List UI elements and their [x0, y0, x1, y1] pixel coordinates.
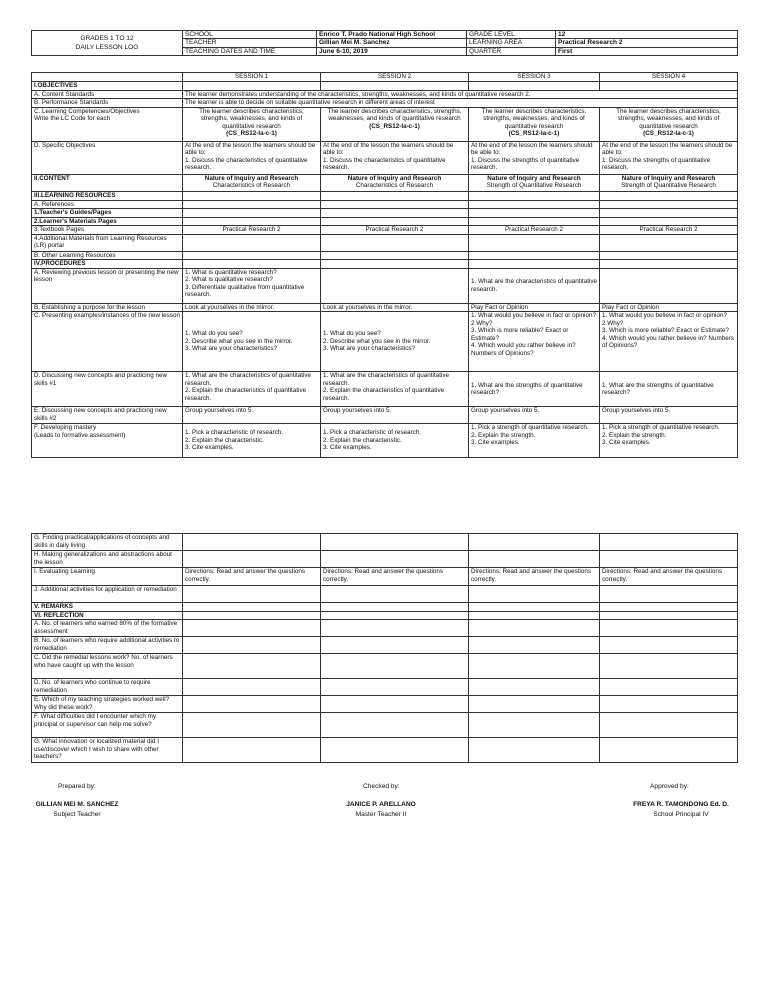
- approved-name: FREYA R. TAMONDONG Ed. D.: [633, 801, 729, 808]
- content-s2: Nature of Inquiry and Research Characteristics of Research: [321, 174, 469, 191]
- application-label: G. Finding practical/applications of concepts and skills in daily living: [32, 534, 183, 551]
- textbook-s2: Practical Research 2: [321, 226, 469, 235]
- area-label: LEARNING AREA: [467, 39, 556, 47]
- specific-objectives-label: D. Specific Objectives: [32, 141, 183, 174]
- teacher-label: TEACHER: [183, 39, 317, 47]
- content-s3: Nature of Inquiry and Research Strength of Quantitative Research: [469, 174, 600, 191]
- checked-role: Master Teacher II: [355, 811, 407, 819]
- examples-label: C. Presenting examples/instances of the new lesson: [32, 312, 183, 372]
- content-s1: Nature of Inquiry and Research Characteristics of Research: [183, 174, 321, 191]
- remarks-heading: V. REMARKS: [32, 603, 183, 612]
- competency-cell: The learner describes characteristics, strengths, weaknesses, and kinds of quantitative research (CS_RS12-Ia-c-1): [600, 107, 738, 141]
- reflection-d-label: D. No. of learners who continue to require remediation: [32, 679, 183, 696]
- reflection-b-label: B. No. of learners who require additional activities to remediation: [32, 637, 183, 654]
- references-label: A. References: [32, 200, 183, 209]
- header-table: [31, 30, 738, 56]
- textbook-s3: Practical Research 2: [469, 226, 600, 235]
- evaluating-s1: Directions: Read and answer the questions correctly.: [183, 568, 321, 586]
- checked-by: [363, 783, 400, 791]
- review-s1: 1. What is quantitative research? 2. What is qualitative research? 3. Differentiate qualitative from quantitative research.: [183, 268, 321, 303]
- discuss1-label: D. Discussing new concepts and practicing new skills #1: [32, 372, 183, 407]
- textbook-s1: Practical Research 2: [183, 226, 321, 235]
- school-value: Enrico T. Prado National High School: [317, 31, 467, 39]
- purpose-s1: Look at yourselves in the mirror.: [183, 303, 321, 312]
- quarter-label: QUARTER: [467, 47, 556, 55]
- examples-s3: 1. What would you believe in fact or opinion? 2 Why? 3. Which is more reliable? Exact or Estimate? 4. Which would you rather believe in? Numbers of Opinions?: [469, 312, 600, 372]
- reflection-c-label: C. Did the remedial lessons work? No. of learners who have caught up with the lesson: [32, 654, 183, 679]
- grade-value: 12: [556, 31, 738, 39]
- lesson-log-table-continued: [31, 533, 738, 763]
- generalization-label: H. Making generalizations and abstractions about the lesson: [32, 551, 183, 568]
- checked-label: Checked by:: [363, 783, 400, 790]
- competencies-label: C. Learning Competencies/Objectives Write the LC Code for each: [32, 107, 183, 141]
- evaluating-s3: Directions: Read and answer the questions correctly.: [469, 568, 600, 586]
- review-s3: 1. What are the characteristics of quantitative research.: [469, 268, 600, 303]
- additional-materials-label: 4.Additional Materials from Learning Resources (LR) portal: [32, 234, 183, 251]
- mastery-s3: 1. Pick a strength of quantitative research. 2. Explain the strength. 3. Cite examples.: [469, 424, 600, 458]
- review-label: A. Reviewing previous lesson or presenting the new lesson: [32, 268, 183, 303]
- discuss1-s3: 1. What are the strengths of quantitative research?: [469, 372, 600, 407]
- specific-objectives-s2: At the end of the lesson the learners should be able to: 1. Discuss the characteristics of quantitative research.: [321, 141, 469, 174]
- discuss2-s4: Group yourselves into 5.: [600, 407, 738, 424]
- performance-standards-label: B. Performance Standards: [32, 99, 183, 108]
- session-header: SESSION 4: [600, 73, 738, 82]
- approved-by: [650, 783, 689, 791]
- purpose-label: B. Establishing a purpose for the lesson: [32, 303, 183, 312]
- session-header: SESSION 3: [469, 73, 600, 82]
- discuss1-s2: 1. What are the characteristics of quantitative research. 2. Explain the characteristics of quantitative research.: [321, 372, 469, 407]
- discuss2-s1: Group yourselves into 5.: [183, 407, 321, 424]
- content-s4: Nature of Inquiry and Research Strength of Quantitative Research: [600, 174, 738, 191]
- teachers-guide-label: 1.Teacher's Guides/Pages: [32, 209, 183, 218]
- teacher-value: Gillian Mei M. Sanchez: [317, 39, 467, 47]
- discuss1-s1: 1. What are the characteristics of quantitative research. 2. Explain the characteristics of quantitative research.: [183, 372, 321, 407]
- procedures-heading: IV.PROCEDURES: [32, 260, 183, 269]
- checked-signatory: [336, 801, 426, 819]
- competency-cell: The learner describes characteristics, strengths, weaknesses, and kinds of quantitative research (CS_RS12-Ia-c-1): [321, 107, 469, 141]
- prepared-by: [58, 783, 96, 791]
- checked-name: JANICE P. ARELLANO: [346, 801, 416, 808]
- specific-objectives-s1: At the end of the lesson the learners should be able to: 1. Discuss the characteristics of quantitative research.: [183, 141, 321, 174]
- dates-label: TEACHING DATES AND TIME: [183, 47, 317, 55]
- examples-s1: 1. What do you see? 2. Describe what you see in the mirror. 3. What are your characteristics?: [183, 312, 321, 372]
- reflection-heading: VI. REFLECTION: [32, 611, 183, 620]
- content-heading: II.CONTENT: [32, 174, 183, 191]
- purpose-s3: Play Fact or Opinion: [469, 303, 600, 312]
- grade-label: GRADE LEVEL: [467, 31, 556, 39]
- session-header: SESSION 1: [183, 73, 321, 82]
- approved-role: School Principal IV: [653, 811, 709, 819]
- evaluating-s4: Directions: Read and answer the questions correctly.: [600, 568, 738, 586]
- content-standards-label: A. Content Standards: [32, 90, 183, 99]
- log-title: GRADES 1 TO 12 DAILY LESSON LOG: [32, 31, 183, 56]
- session-header: SESSION 2: [321, 73, 469, 82]
- reflection-e-label: E. Which of my teaching strategies worked well? Why did these work?: [32, 696, 183, 713]
- reflection-g-label: G. What innovation or localized material did I use/discover which I wish to share with other teachers?: [32, 738, 183, 763]
- quarter-value: First: [556, 47, 738, 55]
- reflection-f-label: F. What difficulties did I encounter which my principal or supervisor can help me solve?: [32, 713, 183, 738]
- learners-materials-label: 2.Learner's Materials Pages: [32, 217, 183, 226]
- textbook-s4: Practical Research 2: [600, 226, 738, 235]
- specific-objectives-s3: At the end of the lesson the learners should be able to: 1. Discuss the strengths of quantitative research.: [469, 141, 600, 174]
- prepared-label: Prepared by:: [58, 783, 96, 790]
- examples-s4: 1. What would you believe in fact or opinion? 2 Why? 3. Which is more reliable? Exact or Estimate? 4. Which would you rather believe in? Numbers of Opinions?: [600, 312, 738, 372]
- content-standards-text: The learner demonstrates understanding of the characteristics, strengths, weaknesses, and kinds of quantitative research 2.: [183, 90, 738, 99]
- objectives-heading: I.OBJECTIVES: [32, 81, 183, 90]
- performance-standards-text: The learner is able to decide on suitable quantitative research in different areas of interest: [183, 99, 738, 108]
- other-resources-label: B. Other Learning Resources: [32, 251, 183, 260]
- learning-resources-heading: III.LEARNING RESOURCES: [32, 191, 183, 200]
- area-value: Practical Research 2: [556, 39, 738, 47]
- prepared-signatory: [30, 801, 124, 819]
- purpose-s4: Play Fact or Opinion: [600, 303, 738, 312]
- discuss2-s2: Group yourselves into 5.: [321, 407, 469, 424]
- mastery-s2: 1. Pick a characteristic of research. 2. Explain the characteristic. 3. Cite examples.: [321, 424, 469, 458]
- competency-cell: The learner describes characteristics, strengths, weaknesses, and kinds of quantitative research (CS_RS12-Ia-c-1): [469, 107, 600, 141]
- discuss2-s3: Group yourselves into 5.: [469, 407, 600, 424]
- reflection-a-label: A. No. of learners who earned 80% of the formative assessment: [32, 620, 183, 637]
- purpose-s2: Look at yourselves in the mirror.: [321, 303, 469, 312]
- competency-cell: The learner describes characteristics, strengths, weaknesses, and kinds of quantitative research (CS_RS12-Ia-c-1): [183, 107, 321, 141]
- additional-activities-label: J. Additional activities for application or remediation: [32, 586, 183, 603]
- approved-label: Approved by:: [650, 783, 689, 790]
- evaluating-label: I. Evaluating Learning: [32, 568, 183, 586]
- evaluating-s2: Directions: Read and answer the questions correctly.: [321, 568, 469, 586]
- specific-objectives-s4: At the end of the lesson the learners should be able to: 1. Discuss the strengths of quantitative research.: [600, 141, 738, 174]
- school-label: SCHOOL: [183, 31, 317, 39]
- discuss2-label: E. Discussing new concepts and practicing new skills #2: [32, 407, 183, 424]
- mastery-label: F. Developing mastery (Leads to formative assessment): [32, 424, 183, 458]
- prepared-name: GILLIAN MEI M. SANCHEZ: [35, 801, 119, 808]
- dates-value: June 6-10, 2019: [317, 47, 467, 55]
- textbook-label: 3.Textbook Pages: [32, 226, 183, 235]
- lesson-log-table: [31, 72, 738, 458]
- prepared-role: Subject Teacher: [53, 811, 101, 819]
- examples-s2: 1. What do you see? 2. Describe what you see in the mirror. 3. What are your characteristics?: [321, 312, 469, 372]
- approved-signatory: [625, 801, 737, 819]
- mastery-s1: 1. Pick a characteristic of research. 2. Explain the characteristic. 3. Cite examples.: [183, 424, 321, 458]
- discuss1-s4: 1. What are the strengths of quantitative research?: [600, 372, 738, 407]
- mastery-s4: 1. Pick a strength of quantitative research. 2. Explain the strength. 3. Cite examples.: [600, 424, 738, 458]
